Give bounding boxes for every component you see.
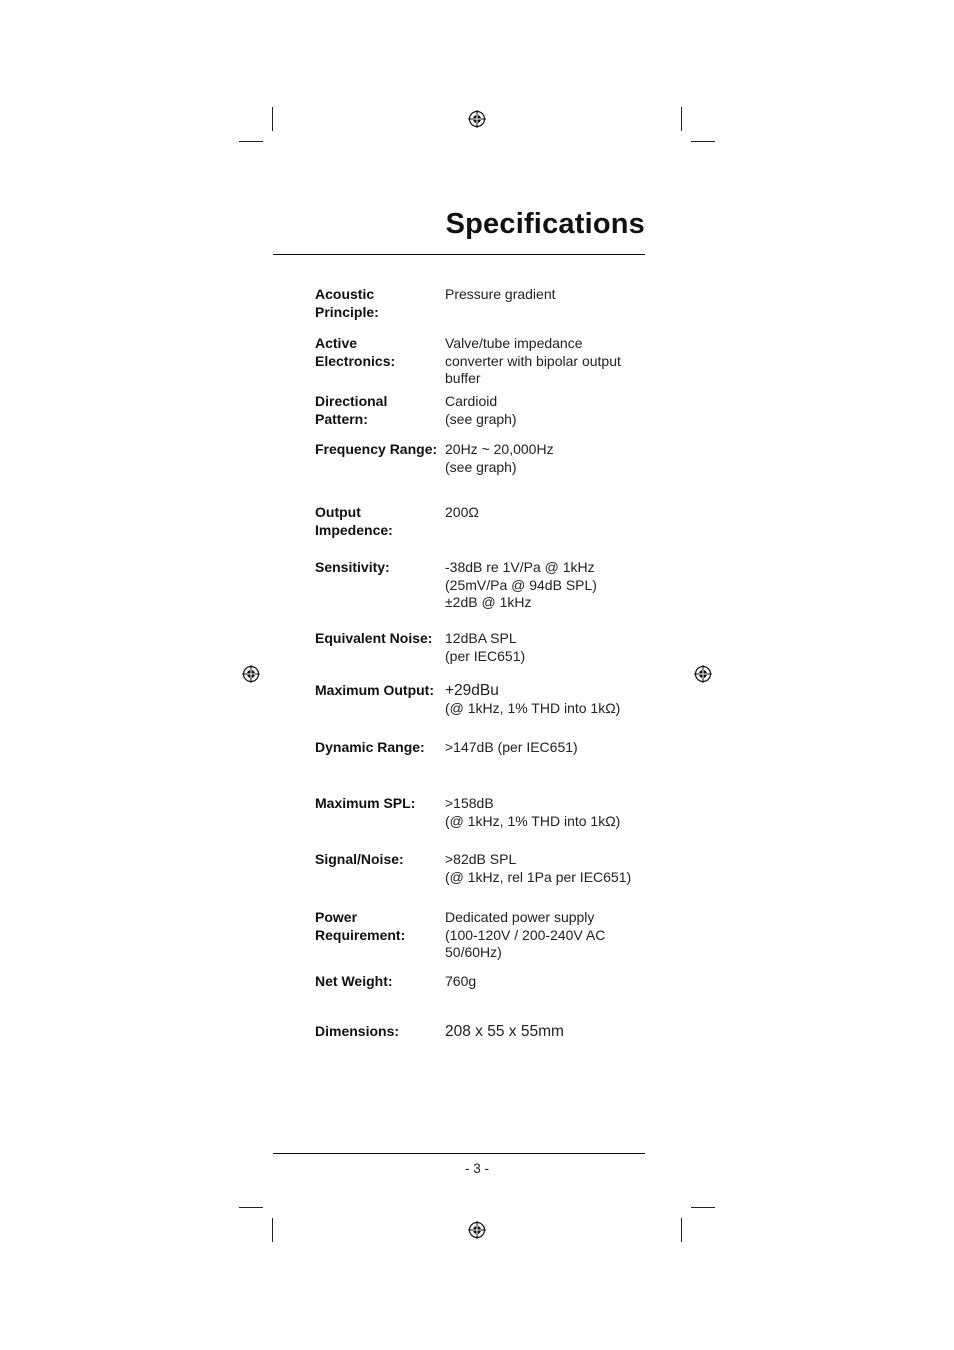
spec-value: -38dB re 1V/Pa @ 1kHz (25mV/Pa @ 94dB SPL) ±2dB @ 1kHz bbox=[445, 559, 597, 610]
spec-label: Maximum SPL: bbox=[315, 795, 416, 811]
spec-value: Pressure gradient bbox=[445, 286, 556, 302]
crop-mark bbox=[681, 107, 682, 131]
spec-label: Directional Pattern: bbox=[315, 393, 388, 427]
spec-label: Output Impedence: bbox=[315, 504, 393, 538]
registration-mark-icon bbox=[242, 665, 260, 683]
crop-mark bbox=[272, 1218, 273, 1242]
crop-mark bbox=[681, 1218, 682, 1242]
page-number: - 3 - bbox=[464, 1161, 489, 1176]
spec-value: Valve/tube impedance converter with bipolar output buffer bbox=[445, 335, 621, 386]
spec-value: >158dB (@ 1kHz, 1% THD into 1kΩ) bbox=[445, 795, 621, 829]
spec-value: 208 x 55 x 55mm bbox=[445, 1023, 564, 1040]
spec-value: 12dBA SPL (per IEC651) bbox=[445, 630, 526, 664]
registration-mark-icon bbox=[694, 665, 712, 683]
crop-mark bbox=[239, 141, 263, 142]
spec-value: 20Hz ~ 20,000Hz (see graph) bbox=[445, 441, 554, 475]
spec-label: Sensitivity: bbox=[315, 559, 390, 575]
spec-label: Equivalent Noise: bbox=[315, 630, 433, 646]
spec-label: Acoustic Principle: bbox=[315, 286, 379, 320]
spec-label: Active Electronics: bbox=[315, 335, 396, 369]
spec-value: >147dB (per IEC651) bbox=[445, 739, 578, 755]
registration-mark-icon bbox=[468, 1221, 486, 1239]
spec-label: Net Weight: bbox=[315, 973, 393, 989]
footer-divider bbox=[273, 1153, 645, 1154]
spec-value: +29dBu (@ 1kHz, 1% THD into 1kΩ) bbox=[445, 682, 621, 716]
spec-label: Dimensions: bbox=[315, 1023, 400, 1039]
crop-mark bbox=[272, 107, 273, 131]
spec-label: Frequency Range: bbox=[315, 441, 438, 457]
registration-mark-icon bbox=[468, 110, 486, 128]
spec-label: Dynamic Range: bbox=[315, 739, 425, 755]
spec-value: Dedicated power supply (100-120V / 200-240V AC 50/60Hz) bbox=[445, 909, 606, 960]
title-divider bbox=[273, 254, 645, 255]
spec-label: Maximum Output: bbox=[315, 682, 434, 698]
spec-label: Power Requirement: bbox=[315, 909, 406, 943]
spec-value: 200Ω bbox=[445, 504, 479, 520]
page-title: Specifications bbox=[445, 208, 645, 240]
spec-value: 760g bbox=[445, 973, 477, 989]
spec-label: Signal/Noise: bbox=[315, 851, 404, 867]
crop-mark bbox=[239, 1207, 263, 1208]
spec-value: >82dB SPL (@ 1kHz, rel 1Pa per IEC651) bbox=[445, 851, 632, 885]
crop-mark bbox=[691, 1207, 715, 1208]
spec-value: Cardioid (see graph) bbox=[445, 393, 517, 427]
crop-mark bbox=[691, 141, 715, 142]
